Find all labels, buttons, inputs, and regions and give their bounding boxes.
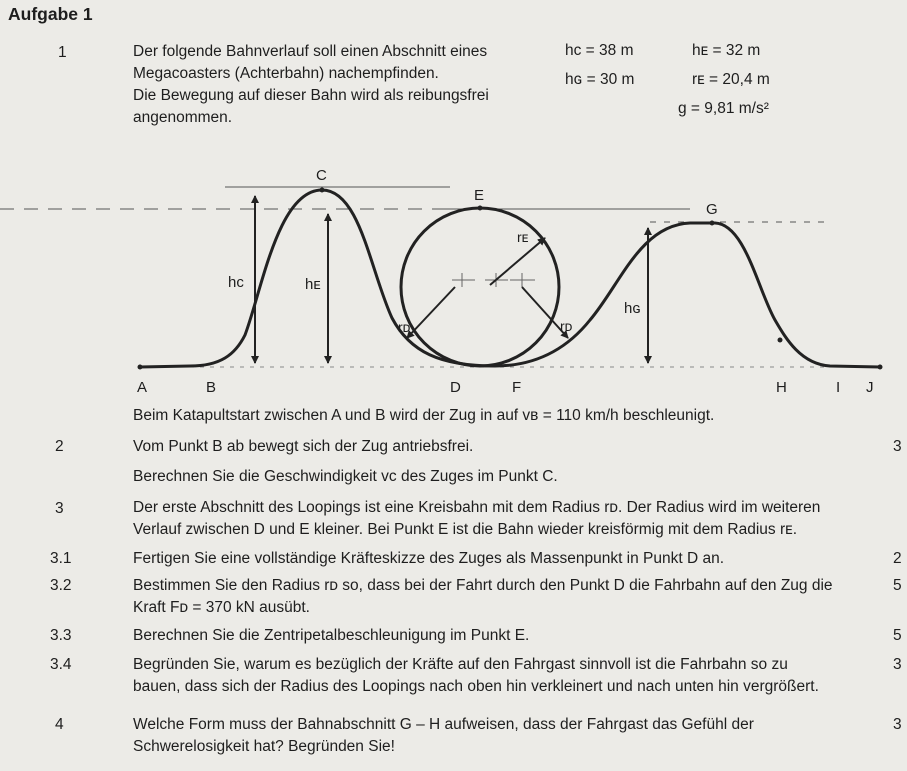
- task-text: [133, 714, 754, 758]
- task-line: Der erste Abschnitt des Loopings ist eine Kreisbahn mit dem Radius rᴅ. Der Radius wird im weiteren: [133, 499, 821, 516]
- label-B: B: [206, 379, 217, 396]
- task-text: [133, 436, 558, 488]
- task-number: 3.1: [50, 550, 72, 567]
- task-line: Schwerelosigkeit hat? Begründen Sie!: [133, 738, 395, 755]
- given-hC: hᴄ = 38 m: [565, 42, 634, 59]
- task-text: [133, 654, 819, 698]
- intro-line: Megacoasters (Achterbahn) nachempfinden.: [133, 65, 439, 82]
- loop-circle: [401, 208, 559, 366]
- task-number: 4: [55, 716, 64, 733]
- task-line: Berechnen Sie die Zentripetalbeschleunigung im Punkt E.: [133, 627, 530, 644]
- label-hG: hɢ: [624, 300, 641, 317]
- label-H: H: [776, 379, 787, 396]
- label-rE: rᴇ: [517, 229, 529, 245]
- label-hE: hᴇ: [305, 276, 321, 293]
- task-points: 2: [893, 550, 902, 567]
- given-hE: hᴇ = 32 m: [692, 42, 761, 59]
- intro-line: Die Bewegung auf dieser Bahn wird als reibungsfrei: [133, 87, 489, 104]
- label-G: G: [706, 201, 718, 218]
- task-line: Kraft Fᴅ = 370 kN ausübt.: [133, 599, 310, 616]
- label-I: I: [836, 379, 841, 396]
- center-marks: [452, 273, 535, 287]
- given-g: g = 9,81 m/s²: [678, 100, 769, 117]
- task-number-1: 1: [58, 44, 67, 61]
- task-line: Verlauf zwischen D und E kleiner. Bei Punkt E ist die Bahn wieder kreisförmig mit dem Radius rᴇ.: [133, 521, 798, 538]
- task-line: Fertigen Sie eine vollständige Kräfteskizze des Zuges als Massenpunkt in Punkt D an.: [133, 550, 725, 567]
- task-line: Begründen Sie, warum es bezüglich der Kräfte auf den Fahrgast sinnvoll ist die Fahrbahn so zu: [133, 656, 788, 673]
- given-hG: hɢ = 30 m: [565, 71, 635, 88]
- task-points: 5: [893, 627, 902, 644]
- task-points: 3: [893, 438, 902, 455]
- task-number: 3.3: [50, 627, 72, 644]
- task-points: 3: [893, 716, 902, 733]
- task-line: Bestimmen Sie den Radius rᴅ so, dass bei der Fahrt durch den Punkt D die Fahrbahn auf den Zug die: [133, 577, 833, 594]
- label-D: D: [450, 379, 461, 396]
- task-text: [133, 575, 833, 619]
- intro-line: Der folgende Bahnverlauf soll einen Abschnitt eines: [133, 43, 488, 60]
- label-hC: hᴄ: [228, 274, 244, 291]
- reference-lines: [0, 187, 880, 367]
- intro-text: [133, 41, 489, 129]
- label-J: J: [866, 379, 874, 396]
- intro-line: angenommen.: [133, 109, 233, 126]
- rD-arrow-left: [407, 287, 455, 338]
- task-number: 3: [55, 500, 64, 517]
- label-E: E: [474, 187, 485, 204]
- label-rD-right: rᴅ: [560, 318, 573, 334]
- page-title: Aufgabe 1: [8, 4, 93, 24]
- rE-arrow: [490, 238, 545, 285]
- coaster-diagram: [0, 155, 907, 400]
- task-number: 2: [55, 438, 64, 455]
- given-rE: rᴇ = 20,4 m: [692, 71, 770, 88]
- label-A: A: [137, 379, 148, 396]
- task-number: 3.4: [50, 656, 72, 673]
- label-F: F: [512, 379, 522, 396]
- task-line: Berechnen Sie die Geschwindigkeit vᴄ des Zuges im Punkt C.: [133, 468, 558, 485]
- task-line: bauen, dass sich der Radius des Loopings nach oben hin verkleinert und nach unten hin vergrößert.: [133, 678, 819, 695]
- coaster-track: [140, 190, 880, 367]
- task-points: 3: [893, 656, 902, 673]
- task-points: 5: [893, 577, 902, 594]
- task-text: [133, 497, 820, 541]
- task-line: Welche Form muss der Bahnabschnitt G – H aufweisen, dass der Fahrgast das Gefühl der: [133, 716, 754, 733]
- task-line: Vom Punkt B ab bewegt sich der Zug antriebsfrei.: [133, 438, 474, 455]
- label-rD-left: rᴅ: [398, 319, 411, 335]
- label-C: C: [316, 167, 327, 184]
- task-text: [133, 548, 724, 570]
- task-text: [133, 625, 529, 647]
- task-number: 3.2: [50, 577, 72, 594]
- launch-text: Beim Katapultstart zwischen A und B wird der Zug in auf vʙ = 110 km/h beschleunigt.: [133, 407, 715, 424]
